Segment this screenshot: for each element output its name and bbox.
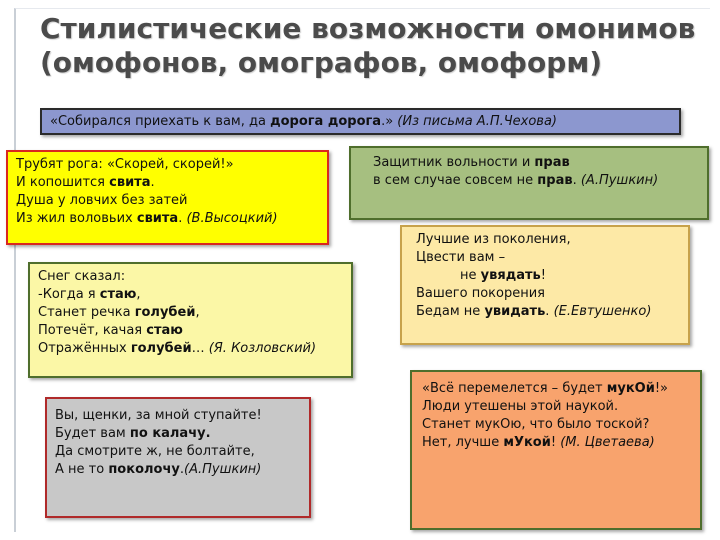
author: (А.Пушкин) [580,173,659,188]
homonym: прав [534,155,570,170]
evtushenko-line-3 [416,267,674,285]
evtushenko-box [400,225,690,345]
homonym: мУкой [503,435,551,450]
vysotsky-line-4 [16,210,319,228]
evtushenko-line-2: Цвести вам – [416,250,506,265]
text: ! [540,268,546,283]
evtushenko-line-5 [416,303,674,321]
author: (В.Высоцкий) [186,211,278,226]
title-line-2: (омофонов, омографов, омоформ) [40,46,603,79]
text: А не то [55,462,109,477]
tsvetaeva-box [410,370,702,530]
tsvetaeva-line-3: Станет мукОю, что было тоской? [422,417,650,432]
kalach-line-2 [55,425,301,443]
title-line-1: Стилистические возможности омонимов [40,12,696,45]
homonym: увядать [480,268,541,283]
kalach-line-1: Вы, щенки, за мной ступайте! [55,408,262,423]
vysotsky-box [6,150,329,245]
homonym: голубей [130,341,192,356]
quote-text-end: .» [381,114,398,129]
text: Отражённых [38,341,131,356]
tsvetaeva-line-2: Люди утешены этой наукой. [422,399,619,414]
text: в сем случае совсем не [373,173,538,188]
homonym: стаю [99,287,137,302]
text: Потечёт, качая [38,323,147,338]
text: . [179,462,184,477]
vysotsky-line-2 [16,174,319,192]
homonym: голубей [134,305,196,320]
vysotsky-line-3: Душа у ловчих без затей [16,193,188,208]
text: не [460,268,481,283]
text: !» [654,381,668,396]
text: «Всё перемелется – будет [422,381,607,396]
text: -Когда я [38,287,100,302]
pushkin-line-2 [373,172,685,190]
kozlovsky-box [28,262,353,378]
text: . [545,304,554,319]
pushkin-prav-box [349,146,709,220]
text: Станет речка [38,305,135,320]
kozlovsky-line-2 [38,286,343,304]
text: Защитник вольности и [373,155,535,170]
kozlovsky-line-3 [38,304,343,322]
author: (Я. Козловский) [208,341,317,356]
homonym: свита [109,175,151,190]
author: (Е.Евтушенко) [553,304,652,319]
homonym: стаю [146,323,183,338]
homonym: увидать [484,304,546,319]
kalach-line-4 [55,461,301,479]
homonym: мукОй [606,381,655,396]
homonym: по калачу. [129,426,211,441]
tsvetaeva-line-4 [422,434,690,452]
text: И копошится [16,175,110,190]
text: . [572,173,581,188]
author: (А.Пушкин) [184,462,262,477]
text: Бедам не [416,304,485,319]
text: Из жил воловьих [16,211,137,226]
pushkin-line-1 [373,154,685,172]
kalach-line-3: Да смотрите ж, не болтайте, [55,444,255,459]
evtushenko-line-1: Лучшие из поколения, [416,232,571,247]
quote-homonym: дорога дорога [270,114,382,129]
kozlovsky-line-1: Снег сказал: [38,269,126,284]
homonym: поколочу [108,462,180,477]
evtushenko-line-4: Вашего покорения [416,286,545,301]
text: , [195,305,200,320]
kozlovsky-line-4 [38,322,343,340]
chekhov-quote-line [50,113,671,131]
text: Будет вам [55,426,130,441]
quote-text: «Собирался приехать к вам, да [50,114,271,129]
text: ! [550,435,561,450]
homonym: прав [537,173,573,188]
author: (М. Цветаева) [560,435,655,450]
tsvetaeva-line-1 [422,380,690,398]
vysotsky-line-1: Трубят рога: «Скорей, скорей!» [16,157,234,172]
text: , [136,287,141,302]
text: . [150,175,155,190]
text: … [191,341,209,356]
chekhov-quote-box [40,108,681,135]
kozlovsky-line-5 [38,340,343,358]
pushkin-kalach-box [45,397,311,518]
quote-source: (Из письма А.П.Чехова) [397,114,557,129]
homonym: свита [136,211,179,226]
text: . [178,211,187,226]
text: Нет, лучше [422,435,504,450]
slide-title [40,12,700,80]
